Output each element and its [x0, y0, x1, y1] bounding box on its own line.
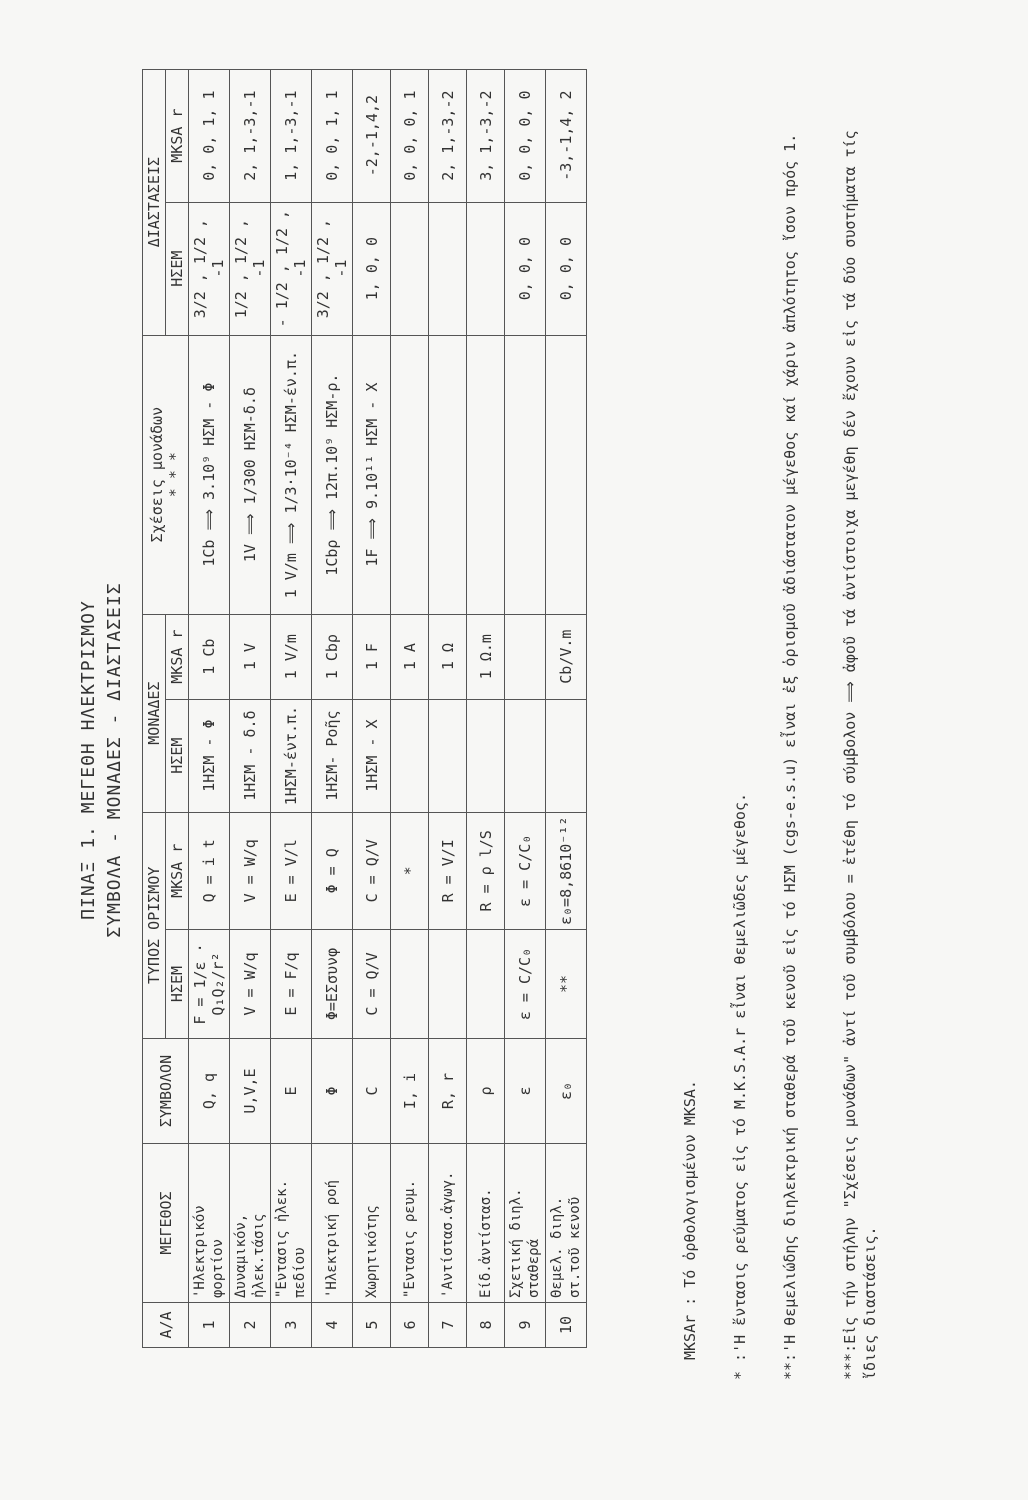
table-row — [353, 69, 391, 1347]
row-def-mksa: E = V/l — [271, 812, 312, 929]
row-symbol: C — [353, 1039, 391, 1144]
row-symbol: ρ — [467, 1039, 505, 1144]
row-number: 3 — [271, 1303, 312, 1348]
row-magnitude: Θεμελ. διηλ. στ.τοῦ κενοῦ — [546, 1144, 587, 1303]
row-unit-hsem: 1ΗΣΜ - Φ — [189, 699, 230, 812]
row-unit-hsem: 1ΗΣΜ - Χ — [353, 699, 391, 812]
row-magnitude: 'Ηλεκτρικόν φορτίον — [189, 1144, 230, 1303]
row-relation: 1V ⟹ 1/300 ΗΣΜ-δ.δ — [230, 335, 271, 614]
row-dim-hsem — [467, 202, 505, 335]
note-star2: **:'Η θεμελιώδης διηλεκτρική σταθερά τοῦ κενοῦ εἰς τό ΗΣΜ (cgs-e.s.u) εἶναι ἐξ ὁρισμοῦ ἀδιάστατον μέγεθος καί χάριν ἁπλότητος ἴσον πρός 1. — [781, 133, 799, 1380]
row-relation — [505, 335, 546, 614]
table-title: ΠΙΝΑΞ 1. ΜΕΓΕΘΗ ΗΛΕΚΤΡΙΣΜΟΥ — [78, 600, 99, 920]
row-unit-hsem: 1ΗΣΜ-έντ.π. — [271, 699, 312, 812]
header-diastaseis: ΔΙΑΣΤΑΣΕΙΣ — [143, 69, 166, 335]
row-relation: 1 V/m ⟹ 1/3·10⁻⁴ ΗΣΜ-έν.π. — [271, 335, 312, 614]
header-scheseis-label: Σχέσεις μονάδων — [147, 406, 166, 543]
row-def-mksa: * — [391, 812, 429, 929]
row-unit-hsem — [467, 699, 505, 812]
units-table — [142, 69, 587, 1348]
table-row — [271, 69, 312, 1347]
rotated-content — [70, 50, 930, 1430]
row-symbol: ε₀ — [546, 1039, 587, 1144]
row-magnitude: Χωρητικότης — [353, 1144, 391, 1303]
row-def-hsem: V = W/q — [230, 930, 271, 1039]
row-magnitude: "Εντασις ρευμ. — [391, 1144, 429, 1303]
table-row — [312, 69, 353, 1347]
row-dim-mksa: 0, 0, 0, 1 — [391, 69, 429, 202]
row-def-mksa: R = ρ l/S — [467, 812, 505, 929]
row-dim-hsem: 0, 0, 0 — [505, 202, 546, 335]
row-def-hsem: ** — [546, 930, 587, 1039]
row-relation — [467, 335, 505, 614]
row-unit-hsem: 1ΗΣΜ- Ροῆς — [312, 699, 353, 812]
header-typos-hsem: ΗΣΕΜ — [166, 930, 189, 1039]
row-def-mksa: ε₀=8,8610⁻¹² — [546, 812, 587, 929]
row-magnitude: 'Αντίστασ.ἀγωγ. — [429, 1144, 467, 1303]
row-number: 1 — [189, 1303, 230, 1348]
table-row — [230, 69, 271, 1347]
row-dim-hsem: 3/2 , 1/2 , -1 — [312, 202, 353, 335]
row-relation — [546, 335, 587, 614]
row-unit-mksa: 1 Cbρ — [312, 614, 353, 699]
row-dim-mksa: 0, 0, 1, 1 — [189, 69, 230, 202]
row-def-hsem — [429, 930, 467, 1039]
row-number: 6 — [391, 1303, 429, 1348]
row-number: 4 — [312, 1303, 353, 1348]
row-dim-hsem: 1, 0, 0 — [353, 202, 391, 335]
row-unit-mksa: 1 Cb — [189, 614, 230, 699]
note-mksar: MKSAr : Τό ὀρθολογισμένον MKSA. — [681, 1080, 699, 1360]
table-row — [429, 69, 467, 1347]
row-relation: 1Cb ⟹ 3.10⁹ ΗΣΜ - Φ — [189, 335, 230, 614]
row-dim-hsem: 1/2 , 1/2 , -1 — [230, 202, 271, 335]
row-magnitude: Είδ.ἀντίστασ. — [467, 1144, 505, 1303]
row-magnitude: Δυναμικόν, ἠλεκ.τάσις — [230, 1144, 271, 1303]
row-unit-mksa: Cb/V.m — [546, 614, 587, 699]
row-number: 7 — [429, 1303, 467, 1348]
row-number: 10 — [546, 1303, 587, 1348]
table-row — [189, 69, 230, 1347]
row-dim-mksa: 3, 1,-3,-2 — [467, 69, 505, 202]
row-number: 8 — [467, 1303, 505, 1348]
header-aa: Α/Α — [143, 1303, 189, 1348]
row-unit-hsem: 1ΗΣΜ - δ.δ — [230, 699, 271, 812]
row-unit-mksa: 1 Ω — [429, 614, 467, 699]
header-diast-mksa: MKSA r — [166, 69, 189, 202]
table-subtitle: ΣΥΜΒΟΛΑ - ΜΟΝΑΔΕΣ - ΔΙΑΣΤΑΣΕΙΣ — [104, 582, 125, 938]
row-def-hsem: ε = C/C₀ — [505, 930, 546, 1039]
row-def-hsem — [391, 930, 429, 1039]
row-def-mksa: Φ = Q — [312, 812, 353, 929]
row-unit-mksa — [505, 614, 546, 699]
row-symbol: ε — [505, 1039, 546, 1144]
row-unit-mksa: 1 A — [391, 614, 429, 699]
table-row — [546, 69, 587, 1347]
row-def-hsem: C = Q/V — [353, 930, 391, 1039]
row-dim-hsem: 3/2 , 1/2 , -1 — [189, 202, 230, 335]
row-dim-mksa: 1, 1,-3,-1 — [271, 69, 312, 202]
row-def-hsem: E = F/q — [271, 930, 312, 1039]
row-symbol: Φ — [312, 1039, 353, 1144]
row-def-mksa: V = W/q — [230, 812, 271, 929]
table-row — [505, 69, 546, 1347]
row-dim-hsem — [429, 202, 467, 335]
row-unit-mksa: 1 Ω.m — [467, 614, 505, 699]
row-def-hsem: F = 1/ε · Q₁Q₂/r² — [189, 930, 230, 1039]
row-dim-mksa: 2, 1,-3,-2 — [429, 69, 467, 202]
row-dim-mksa: 0, 0, 1, 1 — [312, 69, 353, 202]
row-unit-hsem — [505, 699, 546, 812]
row-def-hsem: Φ=ΕΣσυνφ — [312, 930, 353, 1039]
row-relation — [391, 335, 429, 614]
row-number: 2 — [230, 1303, 271, 1348]
row-unit-hsem — [429, 699, 467, 812]
row-def-mksa: ε = C/C₀ — [505, 812, 546, 929]
row-def-mksa: Q = i t — [189, 812, 230, 929]
header-scheseis-stars: * * * — [165, 452, 184, 498]
row-number: 5 — [353, 1303, 391, 1348]
row-dim-mksa: 2, 1,-3,-1 — [230, 69, 271, 202]
header-symbolon: ΣΥΜΒΟΛΟΝ — [143, 1039, 189, 1144]
table-row — [391, 69, 429, 1347]
note-star1: * :'Η ἔντασις ρεύματος εἰς τό M.K.S.A.r εἶναι θεμελιῶδες μέγεθος. — [731, 793, 749, 1380]
row-relation: 1Cbρ ⟹ 12π.10⁹ ΗΣΜ-ρ. — [312, 335, 353, 614]
row-def-mksa: C = Q/V — [353, 812, 391, 929]
header-megethos: ΜΕΓΕΘΟΣ — [143, 1144, 189, 1303]
row-unit-hsem — [546, 699, 587, 812]
header-diast-hsem: ΗΣΕΜ — [166, 202, 189, 335]
row-relation — [429, 335, 467, 614]
row-dim-mksa: 0, 0, 0, 0 — [505, 69, 546, 202]
header-monades-mksa: MKSA r — [166, 614, 189, 699]
header-scheseis — [143, 335, 189, 614]
row-magnitude: Σχετική διηλ. σταθερά — [505, 1144, 546, 1303]
row-dim-mksa: -2,-1,4,2 — [353, 69, 391, 202]
row-symbol: E — [271, 1039, 312, 1144]
row-symbol: Q, q — [189, 1039, 230, 1144]
header-typos-mksa: MKSA r — [166, 812, 189, 929]
row-dim-mksa: -3,-1,4, 2 — [546, 69, 587, 202]
row-def-mksa: R = V/I — [429, 812, 467, 929]
row-magnitude: 'Ηλεκτρική ροή — [312, 1144, 353, 1303]
table-row — [467, 69, 505, 1347]
row-symbol: R, r — [429, 1039, 467, 1144]
row-unit-mksa: 1 F — [353, 614, 391, 699]
row-relation: 1F ⟹ 9.10¹¹ ΗΣΜ - Χ — [353, 335, 391, 614]
row-dim-hsem: 0, 0, 0 — [546, 202, 587, 335]
row-dim-hsem: - 1/2 , 1/2 , -1 — [271, 202, 312, 335]
header-monades: ΜΟΝΑΔΕΣ — [143, 614, 166, 812]
row-unit-mksa: 1 V/m — [271, 614, 312, 699]
row-number: 9 — [505, 1303, 546, 1348]
row-symbol: I, i — [391, 1039, 429, 1144]
header-typos: ΤΥΠΟΣ ΟΡΙΣΜΟΥ — [143, 812, 166, 1038]
row-unit-hsem — [391, 699, 429, 812]
row-magnitude: "Εντασις ἠλεκ. πεδίου — [271, 1144, 312, 1303]
note-star3: ***:Εἰς τήν στήλην "Σχέσεις μονάδων" ἀντί τοῦ συμβόλου = ἐτέθη τό σύμβολον ⟹ ἀφοῦ τά ἀντίστοιχα μεγέθη δέν ἔχουν εἰς τά δύο συστήματα τίς ἴδιες διαστάσεις. — [841, 130, 879, 1380]
row-unit-mksa: 1 V — [230, 614, 271, 699]
header-monades-hsem: ΗΣΕΜ — [166, 699, 189, 812]
row-symbol: U,V,E — [230, 1039, 271, 1144]
row-def-hsem — [467, 930, 505, 1039]
row-dim-hsem — [391, 202, 429, 335]
